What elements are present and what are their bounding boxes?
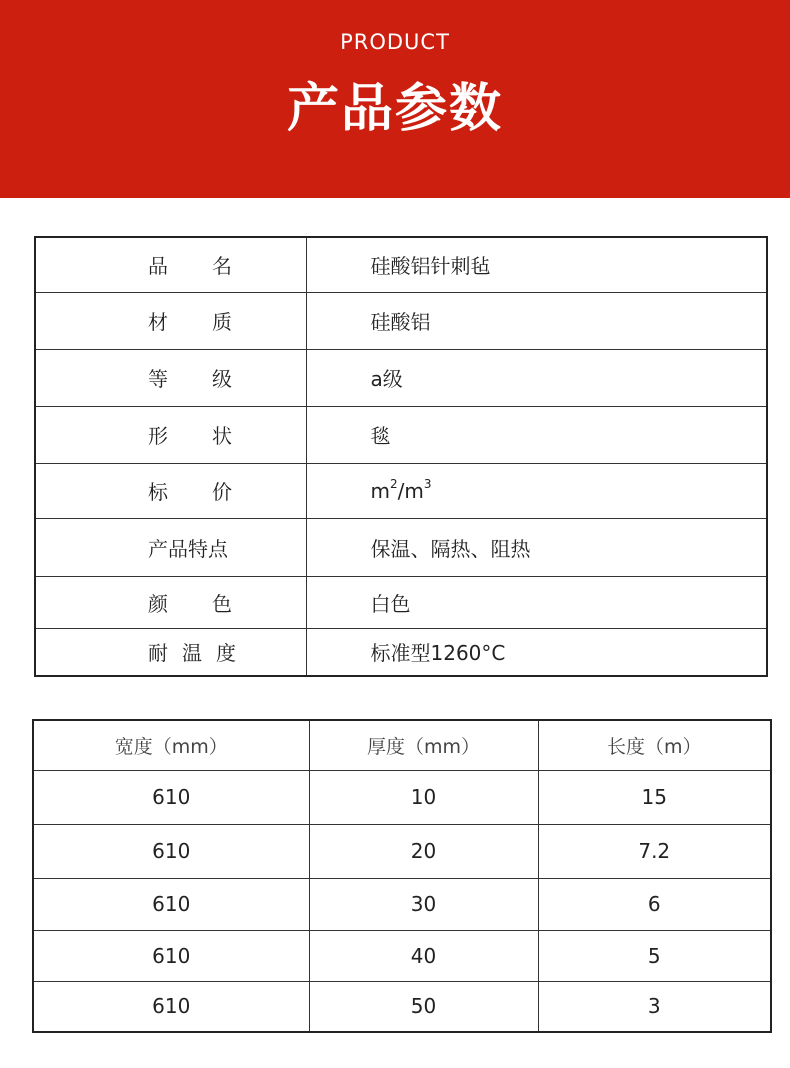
table-row [33,981,771,1032]
spec-row [35,406,767,463]
cell-thickness: 50 [309,981,538,1032]
spec-row [35,349,767,406]
cell-length: 7.2 [538,824,771,878]
spec-value: 硅酸铝 [306,292,767,349]
spec-key: 标价 [35,463,306,518]
spec-row [35,237,767,292]
header-length: 长度（m） [538,720,771,770]
cell-thickness: 40 [309,930,538,981]
spec-key: 产品特点 [35,518,306,576]
spec-row [35,463,767,518]
cell-length: 5 [538,930,771,981]
header-subtitle: PRODUCT [340,30,450,54]
cell-thickness: 20 [309,824,538,878]
cell-thickness: 30 [309,878,538,930]
header-thickness: 厚度（mm） [309,720,538,770]
spec-row [35,518,767,576]
header-width: 宽度（mm） [33,720,309,770]
spec-key: 形状 [35,406,306,463]
cell-length: 6 [538,878,771,930]
spec-key: 等级 [35,349,306,406]
cell-width: 610 [33,878,309,930]
spec-value: 毯 [306,406,767,463]
table-row [33,930,771,981]
spec-value: 白色 [306,576,767,628]
table-row [33,824,771,878]
dimensions-header-row [33,720,771,770]
spec-value: $m^2/m^3$ [306,463,767,518]
spec-value: a级 [306,349,767,406]
spec-value: 硅酸铝针刺毡 [306,237,767,292]
spec-row [35,576,767,628]
spec-row [35,292,767,349]
table-row [33,878,771,930]
dimensions-table [32,719,772,1033]
spec-key: 品名 [35,237,306,292]
spec-key: 颜色 [35,576,306,628]
cell-width: 610 [33,824,309,878]
spec-key: 耐温度 [35,628,306,676]
cell-width: 610 [33,930,309,981]
cell-length: 3 [538,981,771,1032]
spec-row [35,628,767,676]
cell-width: 610 [33,981,309,1032]
cell-width: 610 [33,770,309,824]
cell-thickness: 10 [309,770,538,824]
cell-length: 15 [538,770,771,824]
spec-value: 保温、隔热、阻热 [306,518,767,576]
table-row [33,770,771,824]
header-title: 产品参数 [286,79,503,139]
spec-key: 材质 [35,292,306,349]
spec-table [34,236,768,677]
header-banner [0,0,790,198]
spec-value: 标准型1260°C [306,628,767,676]
